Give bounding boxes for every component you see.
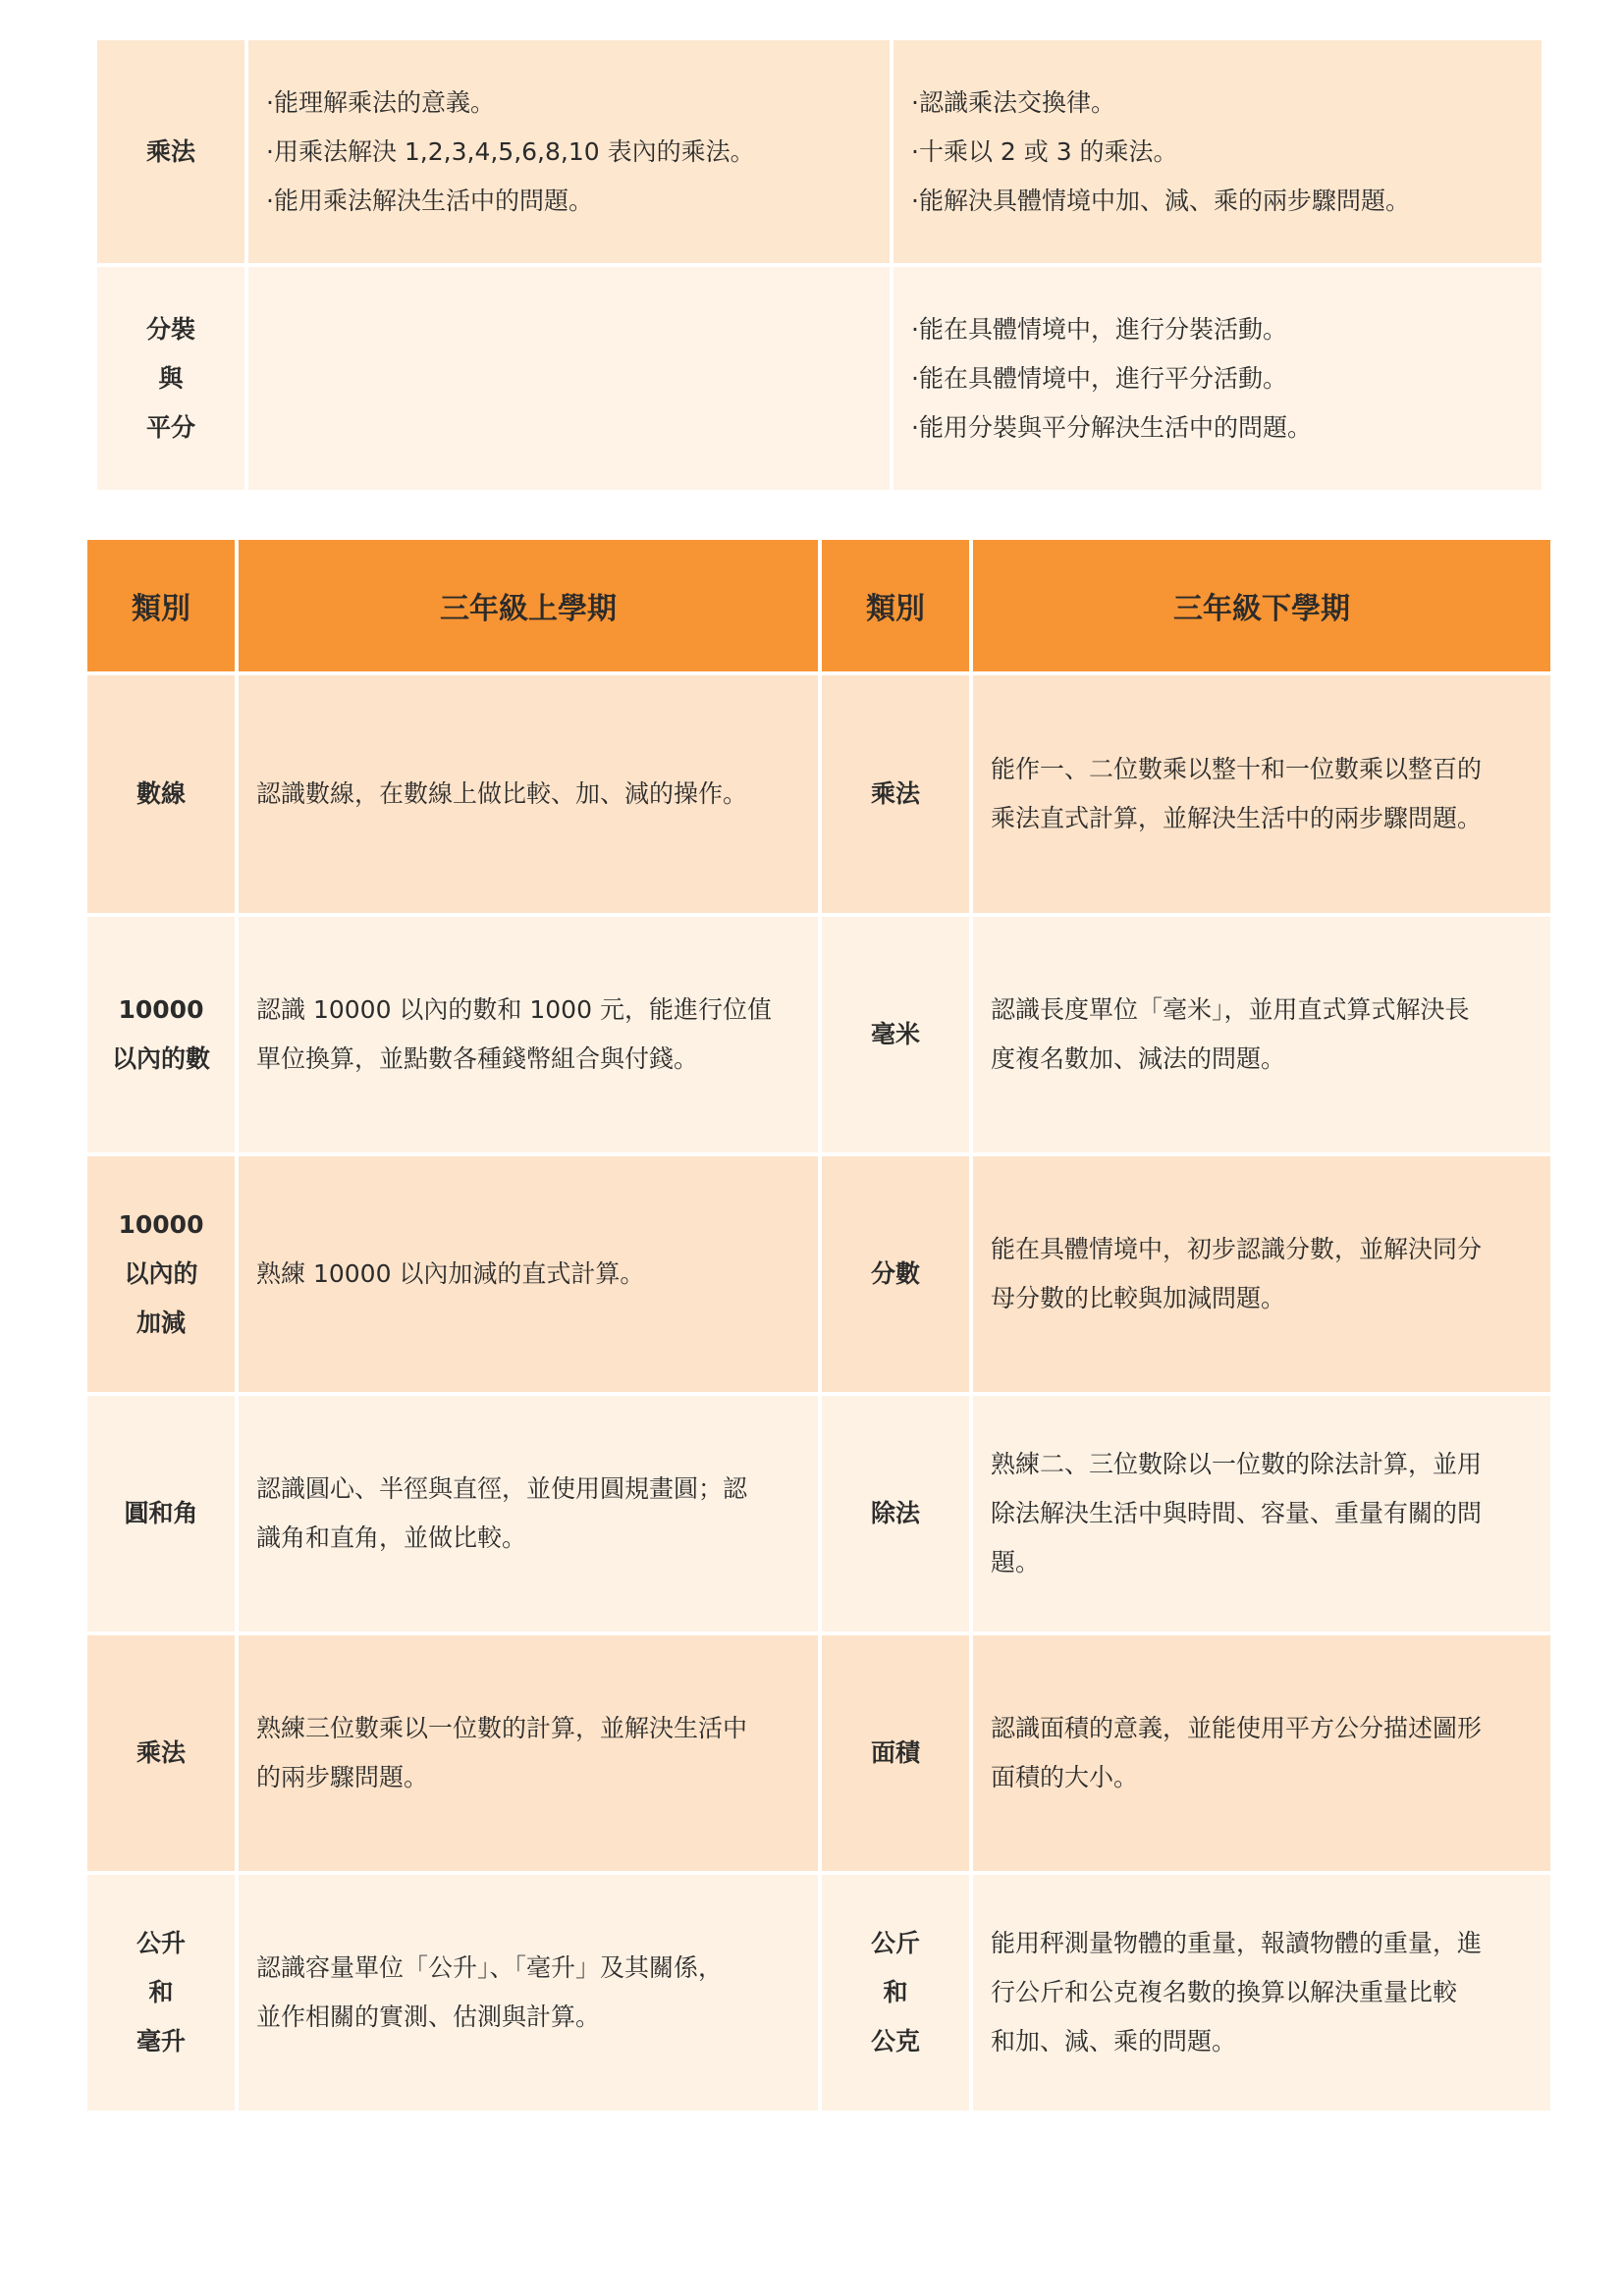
content-cell-left bbox=[248, 40, 890, 263]
category-cell-second-semester bbox=[822, 917, 969, 1152]
content-line: ·能理解乘法的意義。 bbox=[266, 87, 495, 117]
main-table-body bbox=[87, 675, 1550, 2110]
category-label: 數線 bbox=[135, 779, 186, 808]
content-line: 行公斤和公克複名數的換算以解決重量比較 bbox=[991, 1978, 1458, 2006]
category-label: 面積 bbox=[870, 1738, 920, 1767]
category-cell-first-semester bbox=[87, 1156, 235, 1392]
content-line: 單位換算，並點數各種錢幣組合與付錢。 bbox=[256, 1044, 699, 1073]
category-label: 毫升 bbox=[135, 2027, 186, 2056]
content-line: 母分數的比較與加減問題。 bbox=[991, 1284, 1286, 1312]
content-line: 認識面積的意義，並能使用平方公分描述圖形 bbox=[991, 1714, 1483, 1742]
content-line: ·能解決具體情境中加、減、乘的兩步驟問題。 bbox=[911, 186, 1410, 215]
content-cell-first-semester bbox=[239, 1635, 818, 1871]
category-label: 與 bbox=[158, 363, 184, 393]
category-label: 10000 bbox=[118, 995, 204, 1024]
category-label: 乘法 bbox=[870, 779, 920, 808]
content-line: 認識長度單位「毫米」，並用直式算式解決長 bbox=[991, 995, 1470, 1024]
category-label: 加減 bbox=[135, 1308, 186, 1337]
top-table-body bbox=[97, 40, 1542, 490]
content-cell-second-semester bbox=[973, 1635, 1550, 1871]
content-line: ·認識乘法交換律。 bbox=[911, 87, 1115, 117]
category-label: 和 bbox=[148, 1978, 174, 2006]
header-second-semester: 三年級下學期 bbox=[973, 540, 1550, 671]
content-line: 能在具體情境中，初步認識分數，並解決同分 bbox=[991, 1235, 1483, 1263]
content-cell-left bbox=[248, 267, 890, 490]
grade3-curriculum-table bbox=[83, 536, 1554, 2114]
content-cell-first-semester bbox=[239, 1156, 818, 1392]
category-cell-second-semester bbox=[822, 1156, 969, 1392]
category-label: 圓和角 bbox=[124, 1499, 198, 1527]
content-line: ·能在具體情境中，進行平分活動。 bbox=[911, 363, 1287, 393]
content-line: 熟練 10000 以內加減的直式計算。 bbox=[256, 1259, 645, 1288]
category-label: 和 bbox=[883, 1978, 908, 2006]
header-category-1: 類別 bbox=[87, 540, 235, 671]
category-cell-first-semester bbox=[87, 1635, 235, 1871]
content-line: 熟練三位數乘以一位數的計算，並解決生活中 bbox=[256, 1714, 748, 1742]
content-line: 度複名數加、減法的問題。 bbox=[991, 1044, 1286, 1073]
category-label: 毫米 bbox=[870, 1020, 920, 1048]
content-line: 認識數線，在數線上做比較、加、減的操作。 bbox=[256, 779, 748, 808]
content-cell-second-semester bbox=[973, 675, 1550, 913]
content-line: 能用秤測量物體的重量，報讀物體的重量，進 bbox=[991, 1929, 1483, 1957]
header-first-semester: 三年級上學期 bbox=[239, 540, 818, 671]
category-label: 分裝 bbox=[145, 314, 195, 344]
content-line: 的兩步驟問題。 bbox=[256, 1763, 429, 1791]
category-cell-first-semester bbox=[87, 1875, 235, 2110]
category-cell-second-semester bbox=[822, 1875, 969, 2110]
header-category-2: 類別 bbox=[822, 540, 969, 671]
content-line: 認識 10000 以內的數和 1000 元，能進行位值 bbox=[256, 995, 772, 1024]
table-row bbox=[87, 917, 1550, 1152]
table-row bbox=[87, 1156, 1550, 1392]
content-line: 認識容量單位「公升」、「毫升」及其關係， bbox=[256, 1953, 724, 1982]
content-cell-first-semester bbox=[239, 917, 818, 1152]
category-label: 乘法 bbox=[145, 136, 195, 166]
category-label: 乘法 bbox=[135, 1738, 186, 1767]
table-header-row bbox=[87, 540, 1550, 671]
category-cell-first-semester bbox=[87, 1396, 235, 1631]
table-row bbox=[87, 1875, 1550, 2110]
category-label: 以內的 bbox=[124, 1259, 198, 1288]
category-cell bbox=[97, 267, 244, 490]
top-curriculum-table bbox=[93, 36, 1545, 494]
content-line: 並作相關的實測、估測與計算。 bbox=[256, 2002, 601, 2031]
content-line: 認識圓心、半徑與直徑，並使用圓規畫圓；認 bbox=[256, 1474, 748, 1503]
content-line: 除法解決生活中與時間、容量、重量有關的問 bbox=[991, 1499, 1483, 1527]
category-cell bbox=[97, 40, 244, 263]
content-line: 和加、減、乘的問題。 bbox=[991, 2027, 1237, 2056]
category-label: 公斤 bbox=[870, 1929, 920, 1957]
table-row bbox=[87, 675, 1550, 913]
content-line: ·能在具體情境中，進行分裝活動。 bbox=[911, 314, 1287, 344]
table-row bbox=[87, 1396, 1550, 1631]
table-row bbox=[97, 267, 1542, 490]
category-label: 除法 bbox=[870, 1499, 920, 1527]
content-cell-second-semester bbox=[973, 1156, 1550, 1392]
category-cell-second-semester bbox=[822, 675, 969, 913]
content-cell-first-semester bbox=[239, 1875, 818, 2110]
category-cell-second-semester bbox=[822, 1396, 969, 1631]
content-cell-first-semester bbox=[239, 1396, 818, 1631]
content-cell-right bbox=[893, 267, 1542, 490]
content-cell-first-semester bbox=[239, 675, 818, 913]
category-label: 分數 bbox=[870, 1259, 920, 1288]
content-cell-second-semester bbox=[973, 917, 1550, 1152]
category-cell-first-semester bbox=[87, 917, 235, 1152]
category-label: 公克 bbox=[870, 2027, 920, 2056]
content-cell-second-semester bbox=[973, 1875, 1550, 2110]
category-label: 平分 bbox=[145, 412, 195, 442]
content-line: 能作一、二位數乘以整十和一位數乘以整百的 bbox=[991, 755, 1483, 783]
content-line: 面積的大小。 bbox=[991, 1763, 1139, 1791]
content-cell-right bbox=[893, 40, 1542, 263]
category-label: 以內的數 bbox=[111, 1044, 210, 1073]
content-line: ·用乘法解決 1,2,3,4,5,6,8,10 表內的乘法。 bbox=[266, 136, 755, 166]
content-line: 題。 bbox=[991, 1548, 1041, 1576]
content-line: ·能用分裝與平分解決生活中的問題。 bbox=[911, 412, 1312, 442]
content-line: 熟練二、三位數除以一位數的除法計算，並用 bbox=[991, 1450, 1483, 1478]
content-line: 識角和直角，並做比較。 bbox=[256, 1523, 527, 1552]
content-line: ·能用乘法解決生活中的問題。 bbox=[266, 186, 593, 215]
content-line: ·十乘以 2 或 3 的乘法。 bbox=[911, 136, 1178, 166]
content-cell-second-semester bbox=[973, 1396, 1550, 1631]
table-row bbox=[87, 1635, 1550, 1871]
category-label: 公升 bbox=[135, 1929, 186, 1957]
table-row bbox=[97, 40, 1542, 263]
category-label: 10000 bbox=[118, 1210, 204, 1239]
content-line: 乘法直式計算，並解決生活中的兩步驟問題。 bbox=[991, 804, 1483, 832]
category-cell-first-semester bbox=[87, 675, 235, 913]
category-cell-second-semester bbox=[822, 1635, 969, 1871]
